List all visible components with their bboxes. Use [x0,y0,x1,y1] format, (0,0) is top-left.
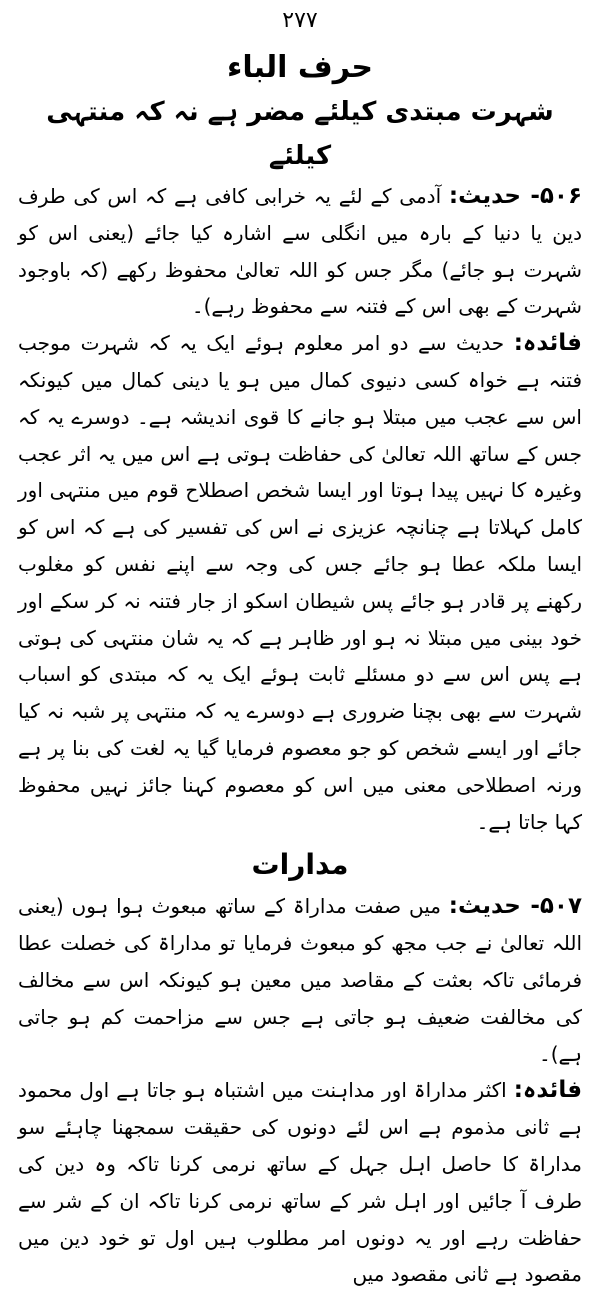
hadith-506-label: ۵۰۶- حدیث: [448,183,583,209]
faida-1-label: فائدہ: [513,330,582,357]
faida-2-label: فائدہ: [513,1077,583,1104]
hadith-507-label: ۵۰۷- حدیث: [448,893,582,920]
hadith-507-text: میں صفت مداراۃ کے ساتھ مبعوث ہوا ہوں (یعنی اللہ تعالیٰ نے جب مجھ کو مبعوث فرمایا تو مداراۃ کی خصلت عطا فرمائی تاکہ بعثت کے مقاصد میں معین ہو کیونکہ اس سے مخالف کی مخالفت ضعیف ہو جاتی ہے جس سے مزاحمت کم ہو جاتی ہے)۔ [18,894,582,1066]
faida-2-text: اکثر مداراۃ اور مداہنت میں اشتباہ ہو جاتا ہے اول محمود ہے ثانی مذموم ہے اس لئے دونوں کی حقیقت سمجھنا چاہئے سو مداراۃ کا حاصل اہل جہل کے ساتھ نرمی کرنا تاکہ وہ دین کی طرف آ جائیں اور اہل شر کے ساتھ نرمی کرنا تاکہ ان کے شر سے حفاظت رہے اور یہ دونوں امر مطلوب ہیں اول تو خود دین میں مقصود ہے ثانی مقصود میں [18,1078,582,1287]
hadith-506-text: آدمی کے لئے یہ خرابی کافی ہے کہ اس کی طرف دین یا دنیا کے بارہ میں انگلی سے اشارہ کیا جائے (یعنی اس کو شہرت ہو جائے) مگر جس کو اللہ تعالیٰ محفوظ رکھے (کہ باوجود شہرت کے بھی اس کے فتنہ سے محفوظ رہے)۔ [18,184,582,319]
hadith-506-paragraph [18,178,582,325]
faida-2-paragraph [18,1072,582,1293]
page-number: ۲۷۷ [282,8,318,33]
hadith-507-paragraph [18,888,582,1072]
faida-1-paragraph [18,325,582,840]
chapter-subtitle: شہرت مبتدی کیلئے مضر ہے نہ کہ منتہی کیلئے [46,97,554,171]
section-heading: مدارات [251,848,349,882]
faida-1-text: حدیث سے دو امر معلوم ہوئے ایک یہ کہ شہرت موجب فتنہ ہے خواہ کسی دنیوی کمال میں ہو یا دینی کمال میں کیونکہ اس سے عجب میں مبتلا ہو جانے کا قوی اندیشہ ہے۔ دوسرے یہ کہ جس کے ساتھ اللہ تعالیٰ کی حفاظت ہوتی ہے اس میں یہ اثر عجب وغیرہ کا نہیں پیدا ہوتا اور ایسا شخص اصطلاح قوم میں منتہی اور کامل کہلاتا ہے چنانچہ عزیزی نے اس کی تفسیر کی ہے کہ اس کو ایسا ملکہ عطا ہو جائے جس کی وجہ سے اپنے نفس کو مغلوب رکھنے پر قادر ہو جائے پس شیطان اسکو از جار فتنہ نہ کر سکے اور خود بینی میں مبتلا نہ ہو اور ظاہر ہے کہ یہ شان منتہی کی ہوتی ہے پس اس سے دو مسئلے ثابت ہوئے ایک یہ کہ مبتدی کو اسباب شہرت سے بھی بچنا ضروری ہے دوسرے یہ کہ منتہی پر شبہ نہ کیا جائے اور ایسے شخص کو جو معصوم فرمایا گیا یہ لغت کی بنا پر ہے ورنہ اصطلاحی معنی میں اس کو معصوم کہنا جائز نہیں محفوظ کہا جاتا ہے۔ [18,331,582,834]
chapter-title: حرف الباء [227,50,373,85]
